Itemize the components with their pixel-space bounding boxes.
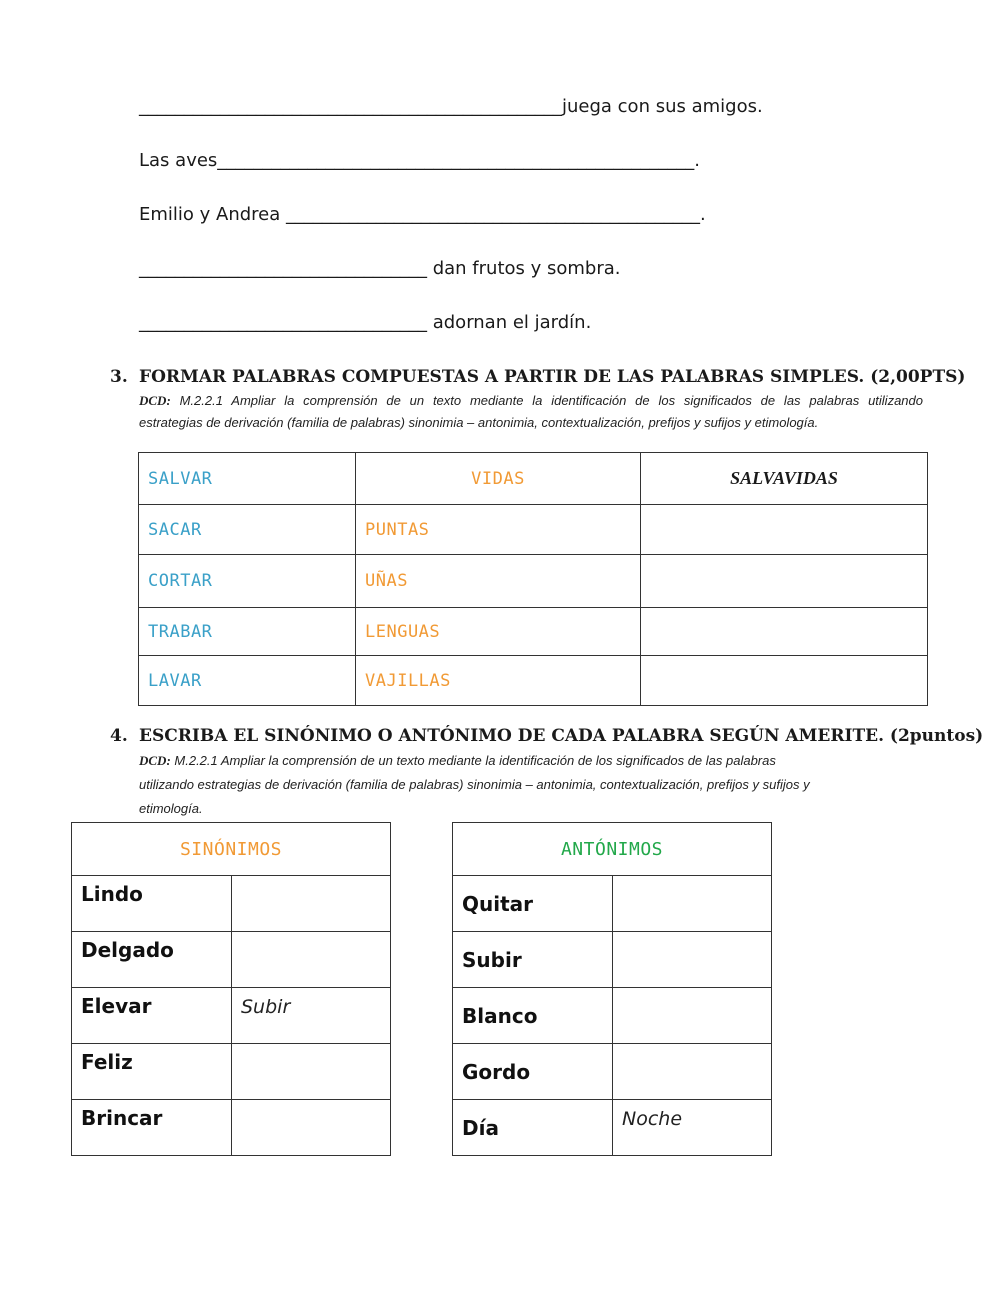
answer-blank[interactable]: ________________________________	[139, 312, 427, 333]
word: Feliz	[72, 1044, 232, 1100]
answer-blank[interactable]: ________________________________	[139, 258, 427, 279]
word: Elevar	[72, 988, 232, 1044]
word: Subir	[453, 932, 613, 988]
antonym-answer[interactable]	[613, 988, 772, 1044]
simple-word-2: LENGUAS	[356, 608, 641, 656]
simple-word-2: UÑAS	[356, 555, 641, 608]
simple-word-1: CORTAR	[139, 555, 356, 608]
section-3-dcd-line-2: estrategias de derivación (familia de palabras) sinonimia – antonimia, contextualización, prefijos y sufijos y etimología.	[139, 415, 819, 430]
antonyms-title: ANTÓNIMOS	[453, 823, 772, 876]
table-row	[72, 876, 391, 932]
table-row	[139, 608, 928, 656]
table-row	[72, 932, 391, 988]
answer-blank[interactable]: _____________________________________________________	[217, 150, 695, 171]
synonym-answer[interactable]: Subir	[232, 988, 391, 1044]
section-4-number: 4.	[110, 726, 128, 746]
compound-word-answer[interactable]	[641, 555, 928, 608]
sentence-3: Emilio y Andrea ______________________________________________.	[139, 204, 706, 225]
simple-word-1: SALVAR	[139, 453, 356, 505]
compound-word-answer[interactable]	[641, 656, 928, 706]
table-row	[453, 1044, 772, 1100]
word: Día	[453, 1100, 613, 1156]
antonyms-table	[452, 822, 772, 1156]
table-row	[72, 988, 391, 1044]
table-row	[139, 555, 928, 608]
simple-word-1: TRABAR	[139, 608, 356, 656]
synonyms-table	[71, 822, 391, 1156]
word: Delgado	[72, 932, 232, 988]
synonym-answer[interactable]	[232, 1044, 391, 1100]
sentence-1: _______________________________________________juega con sus amigos.	[139, 96, 763, 117]
compound-word: SALVAVIDAS	[641, 453, 928, 505]
simple-word-1: SACAR	[139, 505, 356, 555]
compound-words-table	[138, 452, 928, 706]
compound-word-answer[interactable]	[641, 505, 928, 555]
word: Gordo	[453, 1044, 613, 1100]
simple-word-2: VAJILLAS	[356, 656, 641, 706]
synonym-answer[interactable]	[232, 1100, 391, 1156]
table-row	[72, 1044, 391, 1100]
table-row	[139, 656, 928, 706]
word: Brincar	[72, 1100, 232, 1156]
section-3-number: 3.	[110, 367, 128, 387]
section-4-title: ESCRIBA EL SINÓNIMO O ANTÓNIMO DE CADA PALABRA SEGÚN AMERITE. (2puntos)	[139, 726, 984, 746]
section-4-dcd-line-3: etimología.	[139, 801, 203, 816]
synonym-answer[interactable]	[232, 932, 391, 988]
section-4-dcd-line-2: utilizando estrategias de derivación (familia de palabras) sinonimia – antonimia, contextualización, prefijos y sufijos y	[139, 777, 810, 792]
answer-blank[interactable]: ______________________________________________	[286, 204, 700, 225]
compound-word-answer[interactable]	[641, 608, 928, 656]
table-row	[139, 453, 928, 505]
simple-word-1: LAVAR	[139, 656, 356, 706]
sentence-5: ________________________________ adornan el jardín.	[139, 312, 592, 333]
synonym-answer[interactable]	[232, 876, 391, 932]
simple-word-2: VIDAS	[356, 453, 641, 505]
antonym-answer[interactable]	[613, 932, 772, 988]
table-row	[453, 876, 772, 932]
section-3-title: FORMAR PALABRAS COMPUESTAS A PARTIR DE LAS PALABRAS SIMPLES. (2,00PTS)	[139, 367, 966, 387]
table-row	[453, 1100, 772, 1156]
word: Blanco	[453, 988, 613, 1044]
synonyms-title: SINÓNIMOS	[72, 823, 391, 876]
table-row	[453, 932, 772, 988]
table-row	[72, 1100, 391, 1156]
word: Lindo	[72, 876, 232, 932]
antonym-answer[interactable]	[613, 876, 772, 932]
simple-word-2: PUNTAS	[356, 505, 641, 555]
table-row	[453, 988, 772, 1044]
antonym-answer[interactable]: Noche	[613, 1100, 772, 1156]
section-3-dcd-line-1: DCD: M.2.2.1 Ampliar la comprensión de un texto mediante la identificación de los significados de las palabras utilizando	[139, 393, 923, 408]
sentence-4: ________________________________ dan frutos y sombra.	[139, 258, 621, 279]
antonym-answer[interactable]	[613, 1044, 772, 1100]
sentence-2: Las aves_____________________________________________________.	[139, 150, 701, 171]
word: Quitar	[453, 876, 613, 932]
section-4-dcd-line-1: DCD: M.2.2.1 Ampliar la comprensión de un texto mediante la identificación de los significados de las palabras	[139, 753, 776, 768]
answer-blank[interactable]: _______________________________________________	[139, 96, 562, 117]
table-row	[139, 505, 928, 555]
